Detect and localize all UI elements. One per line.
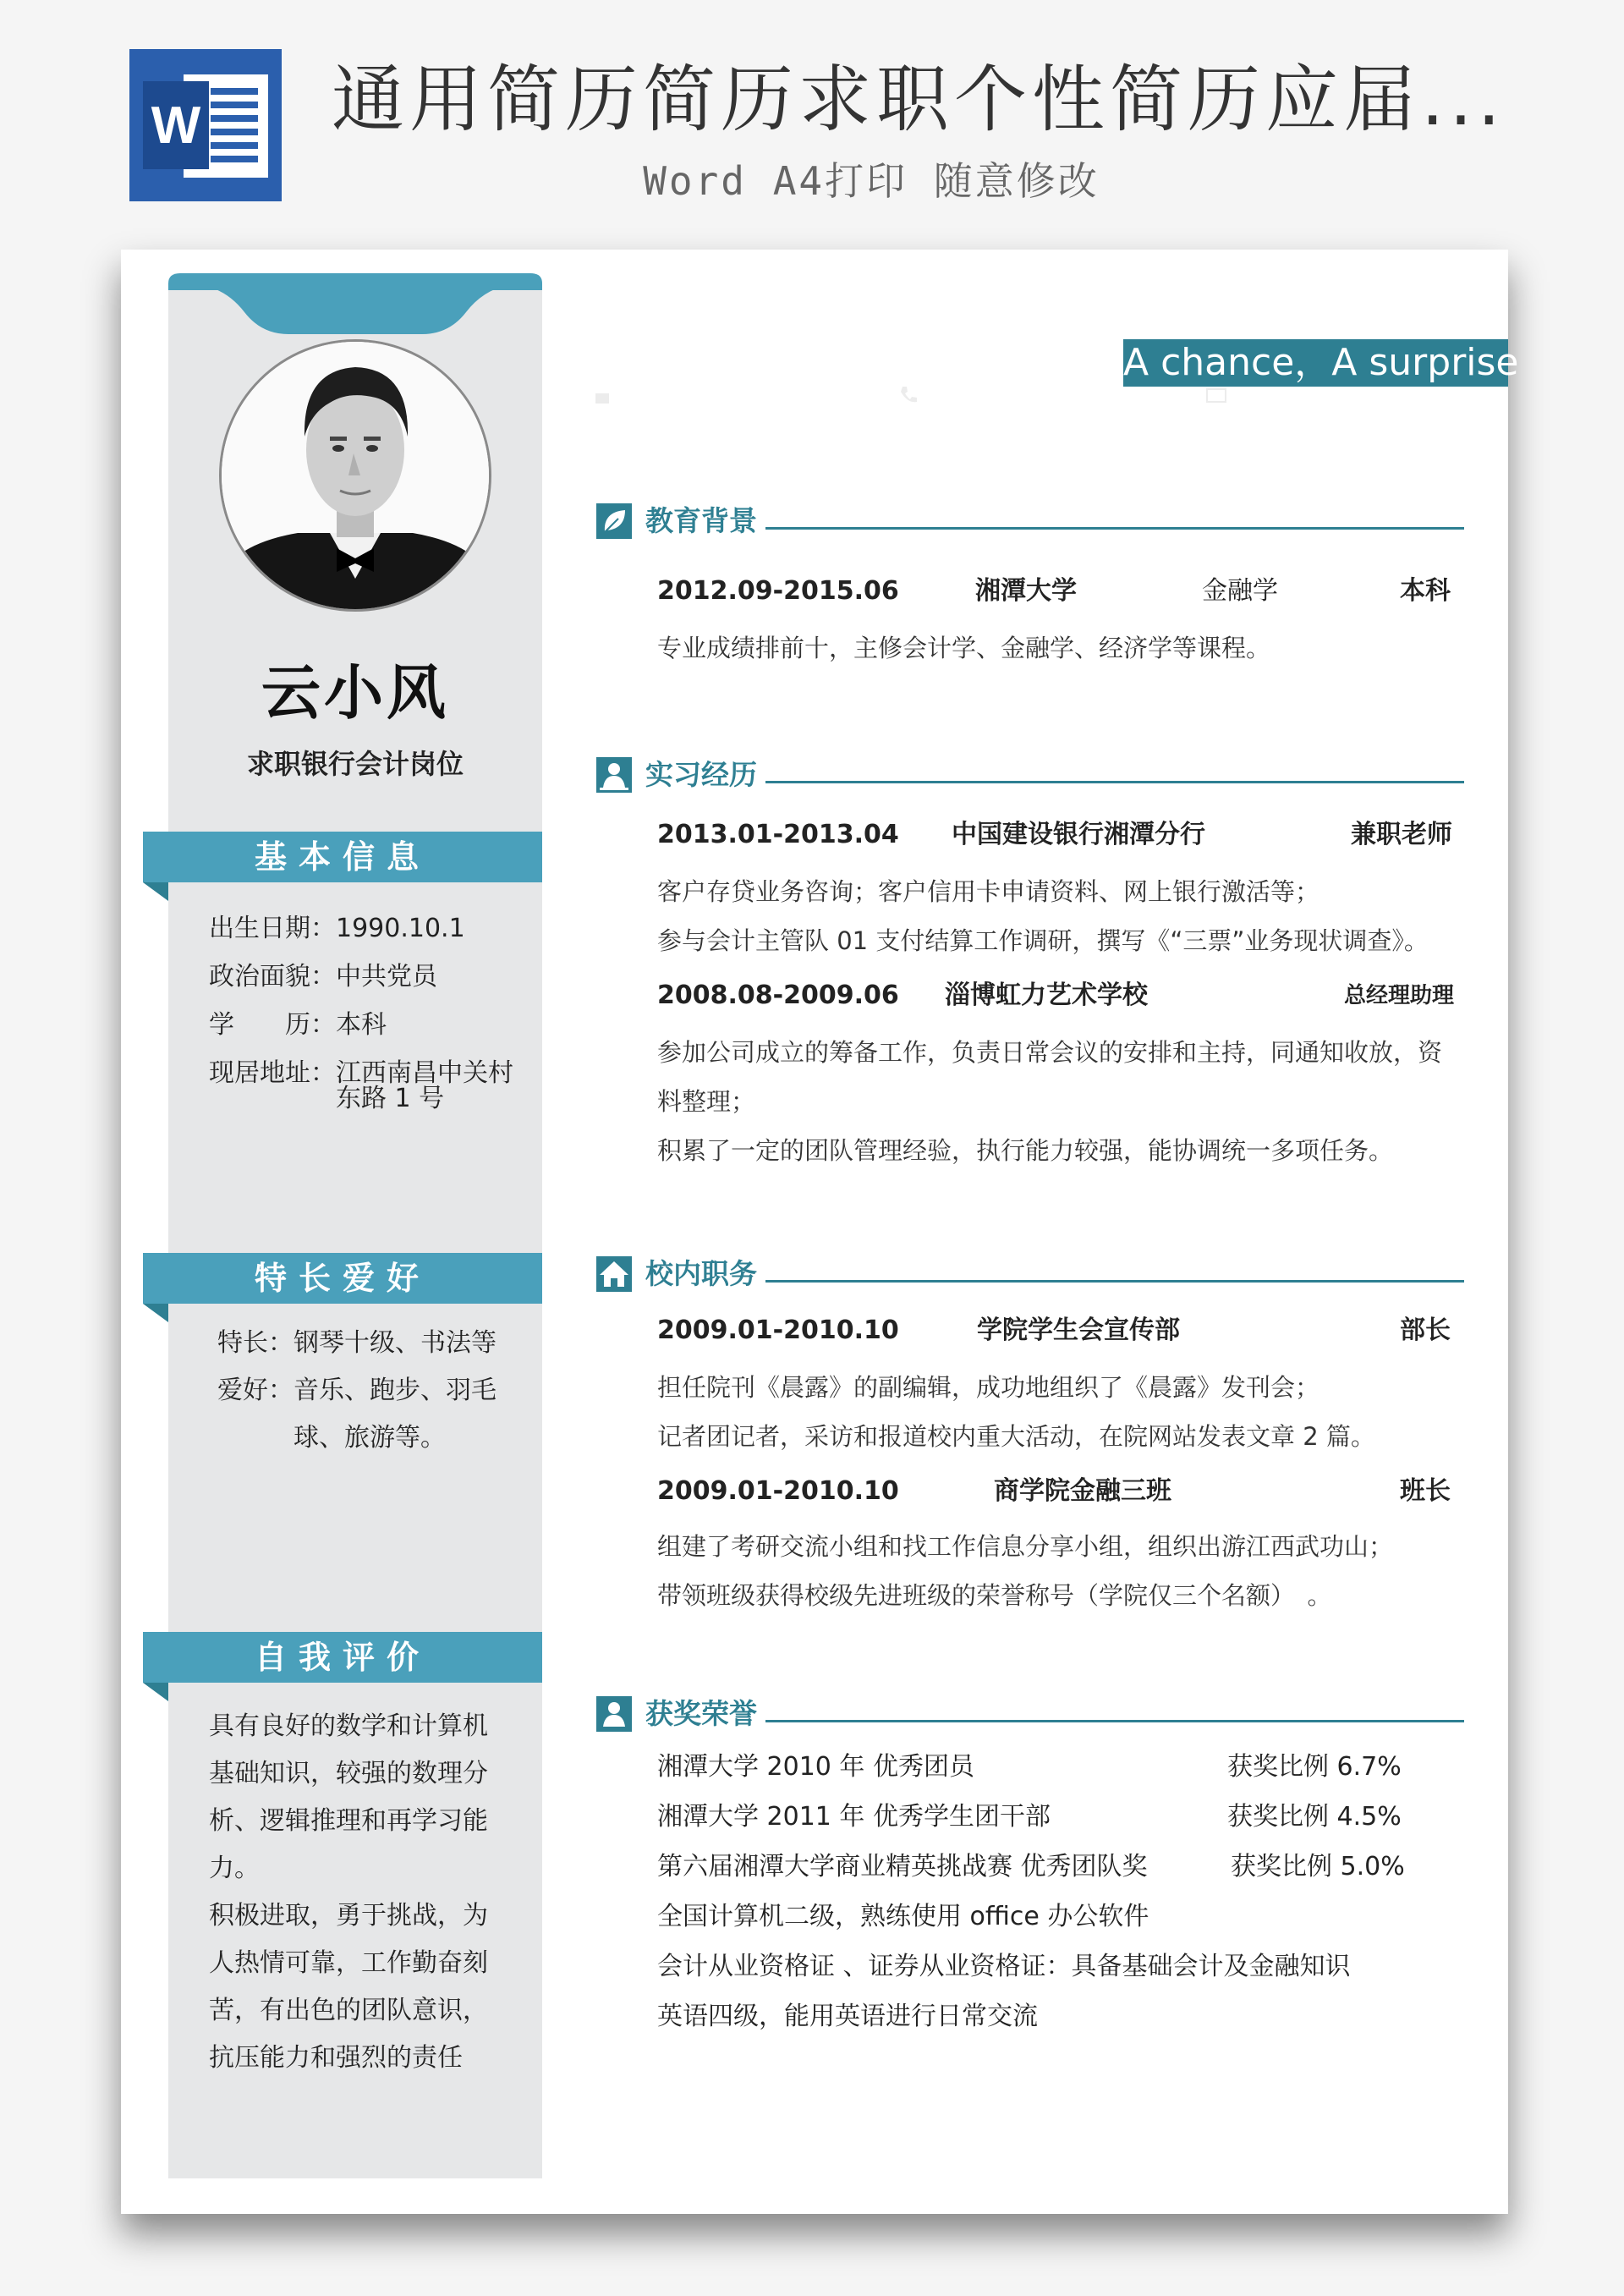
campus-2-role: 班长 (1400, 1476, 1451, 1506)
edu-major: 金融学 (1202, 576, 1278, 606)
desc-line: 担任院刊《晨露》的副编辑，成功地组织了《晨露》发刊会； (657, 1373, 1320, 1402)
section-header-basic-info (143, 832, 542, 882)
degree-label: 学 历： (209, 1010, 336, 1040)
politics-label: 政治面貌： (209, 962, 336, 991)
birth-row (209, 912, 465, 946)
birth-value: 1990.10.1 (336, 914, 465, 943)
self-eval-line: 人热情可靠，工作勤奋刻 (209, 1948, 488, 1978)
campus-1-period: 2009.01-2010.10 (657, 1316, 899, 1345)
hobby-line: 爱好：音乐、跑步、羽毛 (217, 1376, 497, 1405)
edu-school: 湘潭大学 (975, 576, 1077, 606)
self-eval-line: 积极进取，勇于挑战，为 (209, 1901, 488, 1931)
section-title-awards: 获奖荣誉 (645, 1697, 757, 1730)
desc-line: 带领班级获得校级先进班级的荣誉称号（学院仅三个名额） 。 (657, 1581, 1332, 1610)
intern-2-description (657, 1028, 1503, 1175)
award-3-text: 第六届湘潭大学商业精英挑战赛 优秀团队奖 (657, 1852, 1148, 1881)
self-eval-line: 具有良好的数学和计算机 (209, 1711, 488, 1741)
award-line: 全国计算机二级，熟练使用 office 办公软件 (657, 1902, 1149, 1931)
person-name: 云小风 (261, 658, 449, 728)
intern-1-org: 中国建设银行湘潭分行 (952, 820, 1205, 849)
desc-line: 积累了一定的团队管理经验，执行能力较强，能协调统一多项任务。 (657, 1136, 1394, 1165)
self-eval-line: 基础知识，较强的数理分 (209, 1759, 488, 1788)
intern-1-period: 2013.01-2013.04 (657, 820, 899, 849)
section-title-education: 教育背景 (645, 504, 757, 537)
section-title: 基本信息 (143, 832, 542, 882)
resume-sheet (121, 250, 1519, 2214)
section-rule (765, 781, 1464, 783)
campus-1-description (657, 1363, 1503, 1461)
self-eval-text (209, 1703, 522, 2082)
ribbon-fold (143, 1304, 168, 1322)
specialty-line: 特长：钢琴十级、书法等 (217, 1328, 497, 1358)
hobbies-text (209, 1320, 522, 1462)
address-value-line2: 东路 1 号 (336, 1084, 445, 1113)
intern-2-role: 总经理助理 (1344, 983, 1455, 1008)
birth-label: 出生日期： (209, 914, 336, 943)
job-objective: 求职银行会计岗位 (246, 748, 464, 780)
slogan-banner: A chance，A surprise (1123, 339, 1508, 387)
degree-row (209, 1008, 387, 1042)
desc-line: 参加公司成立的筹备工作，负责日常会议的安排和主持，同通知收放，资 (657, 1038, 1443, 1067)
politics-row (209, 960, 437, 994)
desc-line: 参与会计主管队 01 支付结算工作调研，撰写《“三票”业务现状调查》。 (657, 926, 1429, 955)
self-eval-line: 力。 (209, 1854, 260, 1883)
section-header-hobbies (143, 1253, 542, 1304)
intern-2-period: 2008.08-2009.06 (657, 980, 899, 1010)
politics-value: 中共党员 (336, 962, 437, 991)
degree-value: 本科 (336, 1010, 387, 1040)
award-1-ratio: 获奖比例 6.7% (1227, 1752, 1402, 1782)
ribbon-fold (143, 1683, 168, 1701)
section-title: 特长爱好 (143, 1253, 542, 1304)
campus-2-period: 2009.01-2010.10 (657, 1476, 899, 1506)
intern-1-role: 兼职老师 (1351, 820, 1452, 849)
award-2-text: 湘潭大学 2011 年 优秀学生团干部 (657, 1802, 1051, 1832)
section-title: 自我评价 (143, 1632, 542, 1683)
award-2-ratio: 获奖比例 4.5% (1227, 1802, 1402, 1832)
section-title-campus: 校内职务 (645, 1257, 757, 1290)
campus-1-role: 部长 (1400, 1316, 1451, 1345)
profile-photo (222, 342, 489, 609)
self-eval-line: 抗压能力和强烈的责任 (209, 2043, 463, 2073)
section-rule (765, 527, 1464, 530)
campus-2-description (657, 1522, 1503, 1620)
document-subtitle: Word A4打印 随意修改 (643, 158, 1100, 204)
intern-1-description (657, 867, 1503, 965)
intern-2-org: 淄博虹力艺术学校 (945, 980, 1148, 1010)
edu-degree: 本科 (1400, 576, 1451, 606)
self-eval-line: 苦，有出色的团队意识， (209, 1996, 488, 2025)
home-icon (596, 1256, 632, 1292)
section-rule (765, 1280, 1464, 1283)
desc-line: 记者团记者，采访和报道校内重大活动，在院网站发表文章 2 篇。 (657, 1422, 1375, 1451)
document-title: 通用简历简历求职个性简历应届... (332, 58, 1506, 142)
word-logo-letter: W (151, 96, 201, 155)
email-icon (1205, 387, 1227, 404)
desc-line: 客户存贷业务咨询；客户信用卡申请资料、网上银行激活等； (657, 877, 1320, 906)
edu-period: 2012.09-2015.06 (657, 576, 899, 606)
desc-line: 专业成绩排前十，主修会计学、金融学、经济学等课程。 (657, 634, 1271, 662)
person-icon (596, 757, 632, 793)
award-3-ratio: 获奖比例 5.0% (1231, 1852, 1405, 1881)
desc-line: 料整理； (657, 1087, 756, 1116)
ribbon-fold (143, 882, 168, 901)
birthday-icon (593, 387, 612, 405)
self-eval-line: 析、逻辑推理和再学习能 (209, 1806, 488, 1836)
campus-2-org: 商学院金融三班 (994, 1476, 1171, 1506)
award-1-text: 湘潭大学 2010 年 优秀团员 (657, 1752, 974, 1782)
phone-icon (897, 383, 919, 405)
edu-description (657, 623, 1503, 673)
avatar (219, 339, 491, 612)
section-header-self-eval (143, 1632, 542, 1683)
campus-1-org: 学院学生会宣传部 (977, 1316, 1180, 1345)
sidebar-top-ribbon (168, 273, 542, 334)
desc-line: 组建了考研交流小组和找工作信息分享小组，组织出游江西武功山； (657, 1532, 1394, 1561)
leaf-icon (596, 503, 632, 539)
sidebar (168, 273, 542, 2214)
award-line: 英语四级，能用英语进行日常交流 (657, 2002, 1038, 2031)
award-person-icon (596, 1696, 632, 1732)
hobby-line-cont: 球、旅游等。 (294, 1423, 446, 1453)
section-rule (765, 1720, 1464, 1722)
award-line: 会计从业资格证 、证券从业资格证：具备基础会计及金融知识 (657, 1952, 1351, 1981)
address-label: 现居地址： (209, 1058, 336, 1088)
section-title-internship: 实习经历 (645, 758, 757, 791)
address-value-line1: 江西南昌中关村 (336, 1058, 513, 1088)
